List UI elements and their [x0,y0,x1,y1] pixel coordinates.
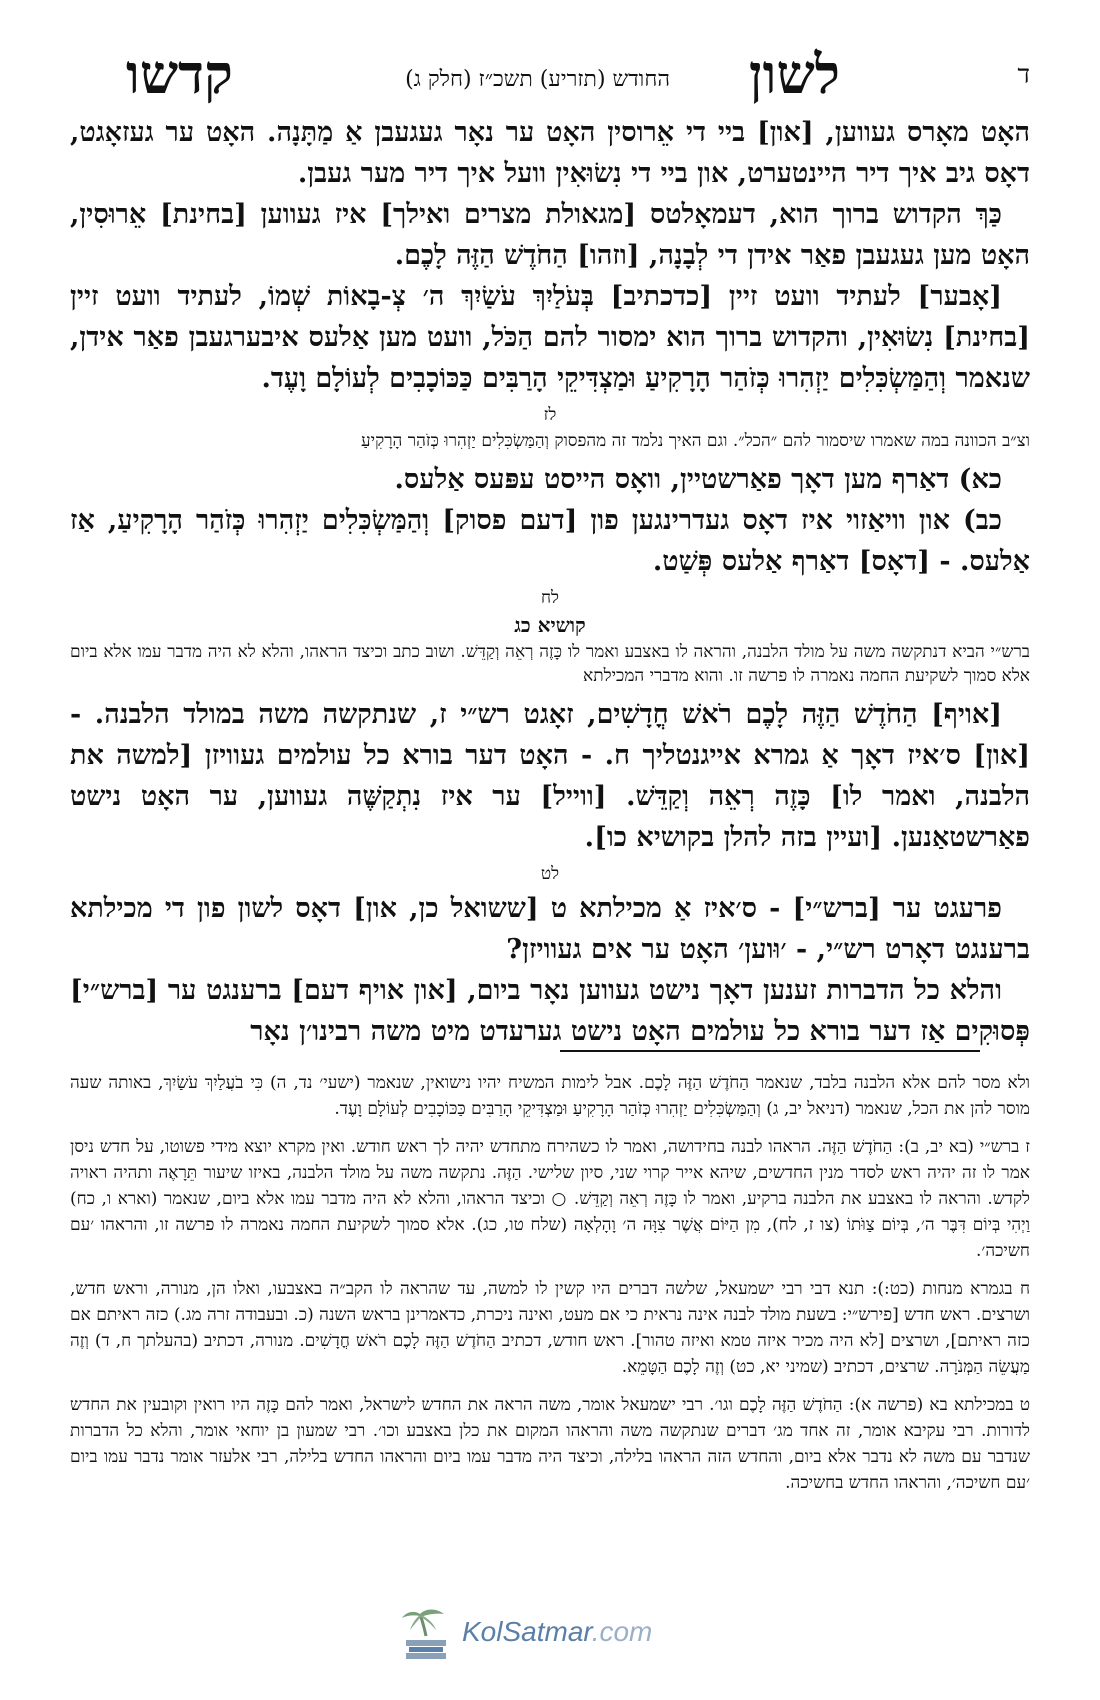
running-title-right: לשון [748,42,840,106]
kushya-heading: קושיא כג [514,613,586,637]
running-title-left: קדשו [126,42,233,106]
section-note-37: וצ״ב הכוונה במה שאמרו שיסמור להם ״הכל״. וגם האיך נלמד זה מהפסוק וְהַמַּשְׂכִּלִים יַזְהִרוּ כְּזֹהַר הָרָקִיעַ [361,431,1030,451]
paragraph-39a: פרעגט ער [ברש״י] - ס׳איז אַ מכילתא ט [ששואל כן, און] דאָס לשון פון די מכילתא ברענגט דאָרט רש״י, - ׳וּוען׳ האָט ער אים געוויזן? [70,893,1030,965]
footnote-divider [560,1050,980,1052]
paragraph-21: כא) דאַרף מען דאָך פאַרשטיין, וואָס הייסט עפּעס אַלעס. [394,464,1002,495]
footnote-continued: ולא מסר להם אלא הלבנה בלבד, שנאמר הַחֹדֶשׁ הַזֶּה לָכֶם. אבל לימות המשיח יהיו נישואין, שנאמר (ישעי׳ נד, ה) כִּי בֹעֲלַיִךְ עֹשַׂיִךְ, באותה שעה מוסר להן את הכל, שנאמר (דניאל יב, ג) וְהַמַּשְׂכִּלִים יַזְהִרוּ כְּזֹהַר הָרָקִיעַ וּמַצְדִּיקֵי הָרַבִּים כַּכּוֹכָבִים לְעוֹלָם וָעֶד. [70,1073,1030,1119]
section-number-37: לז [543,405,557,425]
logo-wordmark: KolSatmar.com [462,1616,653,1647]
section-note-38: ברש״י הביא דנתקשה משה על מולד הלבנה, והראה לו באצבע ואמר לו כָּזֶה רְאֵה וְקַדֵּשׁ. ושוב כתב וכיצד הראהו, והלא לא היה מדבר עמו אלא ביום אלא סמוך לשקיעת החמה נאמרה לו פרשה זו. והוא מדברי המכילתא [70,642,1030,686]
palm-tree-book-icon [400,1606,452,1662]
paragraph-22: כב) און וויאַזוי איז דאָס געדרינגען פון [דעם פסוק] וְהַמַּשְׂכִּלִים יַזְהִרוּ כְּזֹהַר הָרָקִיעַ, אַז אַלעס. - [דאָס] דאַרף אַלעס פְּשַׁט. [70,505,1030,577]
section-number-38: לח [540,588,559,608]
paragraph-1: האָט מאָרס געווען, [און] ביי די אֵרוסין האָט ער נאָר געגעבן אַ מַתָּנָה. האָט ער געזאָגט, דאָס גיב איך דיר היינטערט, און ביי די נִשׂוּאִין וועל איך דיר מער געבן. [70,117,1030,189]
paragraph-39b: והלא כל הדברות זענען דאָך נישט געווען נאָר ביום, [און אויף דעם] ברענגט ער [ברש״י] פְּסוּקִים אַז דער בורא כל עולמים האָט נישט גערעדט מיט משה רבינו׳ן נאָר [70,975,1030,1047]
running-subtitle: החודש (תזריע) תשכ״ז (חלק ג) [405,67,670,92]
section-number-39: לט [540,864,560,884]
page-header [70,42,1030,112]
footnote-ches: ח בגמרא מנחות (כט:): תנא דבי רבי ישמעאל, שלשה דברים היו קשין לו למשה, עד שהראה לו הקב״ה באצבעו, ואלו הן, מנורה, וראש חדש, ושרצים. ראש חדש [פירש״י: בשעת מולד לבנה אינה נראית כי אם מעט, ואינה ניכרת, כדאמרינן בראש השנה (כ. ובעבודה זרה מג.) כזה ראיתם אם כזה ראיתם], ושרצים [לא היה מכיר איזה טמא ואיזה טהור]. ראש חודש, דכתיב הַחֹדֶשׁ הַזֶּה לָכֶם רֹאשׁ חֳדָשִׁים. מנורה, דכתיב (בהעלתך ח, ד) וְזֶה מַעֲשֵׂה הַמְּנֹרָה. שרצים, דכתיב (שמיני יא, כט) וְזֶה לָכֶם הַטָּמֵא. [70,1279,1030,1377]
paragraph-3: [אָבער] לעתיד וועט זיין [כדכתיב] בְּעֹלַיִךְ עֹשַׂיִךְ ה׳ צְ-בָאוֹת שְׁמוֹ, לעתיד וועט זיין [בחינת] נִשׂוּאִין, והקדוש ברוך הוא ימסור להם הַכֹּל, וועט מען אַלעס איבערגעבן פאַר אידן, שנאמר וְהַמַּשְׂכִּלִים יַזְהִרוּ כְּזֹהַר הָרָקִיעַ וּמַצְדִּיקֵי הָרַבִּים כַּכּוֹכָבִים לְעוֹלָם וָעֶד. [70,281,1030,394]
footnote-zayin: ז ברש״י (בא יב, ב): הַחֹדֶשׁ הַזֶּה. הראהו לבנה בחידושה, ואמר לו כשהירח מתחדש יהיה לך ראש חודש. ואין מקרא יוצא מידי פשוטו, על חדש ניסן אמר לו זה יהיה ראש לסדר מנין החדשים, שיהא אייר קרוי שני, סיון שלישי. הַזֶּה. נתקשה משה על מולד הלבנה, באיזו שיעור תֵּרָאֶה ותהיה ראויה לקדש. והראה לו באצבע את הלבנה ברקיע, ואמר לו כָּזֶה רְאֵה וְקַדֵּשׁ. ○ וכיצד הראהו, והלא לא היה מדבר עמו אלא ביום, שנאמר (וארא ו, כח) וַיְהִי בְּיוֹם דִּבֶּר ה׳, בְּיוֹם צַוֹּתוֹ (צו ז, לח), מִן הַיּוֹם אֲשֶׁר צִוָּה ה׳ וָהָלְאָה (שלח טו, כג). אלא סמוך לשקיעת החמה נאמרה לו פרשה זו, והראהו ׳עם חשיכה׳. [70,1137,1030,1261]
main-text [70,112,1030,1052]
paragraph-2: כַּךְ הקדוש ברוך הוא, דעמאָלטס [מגאולת מצרים ואילך] איז געווען [בחינת] אֵרוּסִין, האָט מען געגעבן פאַר אידן די לְבָנָה, [וזהו] הַחֹדֶשׁ הַזֶּה לָכֶם. [70,199,1030,271]
paragraph-kushya: [אויף] הַחֹדֶשׁ הַזֶּה לָכֶם רֹאשׁ חֳדָשִׁים, זאָגט רש״י ז, שנתקשה משה במולד הלבנה. - [און] ס׳איז דאָך אַ גמרא אייגנטליך ח. - האָט דער בורא כל עולמים געוויזן [למשה את הלבנה, ואמר לו] כָּזֶה רְאֵה וְקַדֵּשׁ. [ווייל] ער איז נִתְקַשֶּׁה געווען, ער האָט נישט פאַרשטאַנען. [ועיין בזה להלן בקושיא כו]. [70,699,1030,853]
footnote-tes: ט במכילתא בא (פרשה א): הַחֹדֶשׁ הַזֶּה לָכֶם וגו׳. רבי ישמעאל אומר, משה הראה את החדש לישראל, ואמר להם כָּזֶה היו רואין וקובעין את החדש לדורות. רבי עקיבא אומר, זה אחד מג׳ דברים שנתקשה משה והראהו המקום את כלן באצבע וכו׳. רבי שמעון בן יוחאי אומר, והלא כל הדברות שנדבר עם משה לא נדבר אלא ביום, והחדש הזה הראהו בלילה, וכיצד היה מדבר עמו ביום והראהו החדש בלילה, רבי אלעזר אומר נדבר עמו ביום ׳עם חשיכה׳, והראהו החדש בחשיכה. [70,1395,1030,1493]
footnotes [70,1070,1030,1508]
kolsatmar-logo [400,1600,700,1670]
page-number: ד [1017,60,1030,90]
